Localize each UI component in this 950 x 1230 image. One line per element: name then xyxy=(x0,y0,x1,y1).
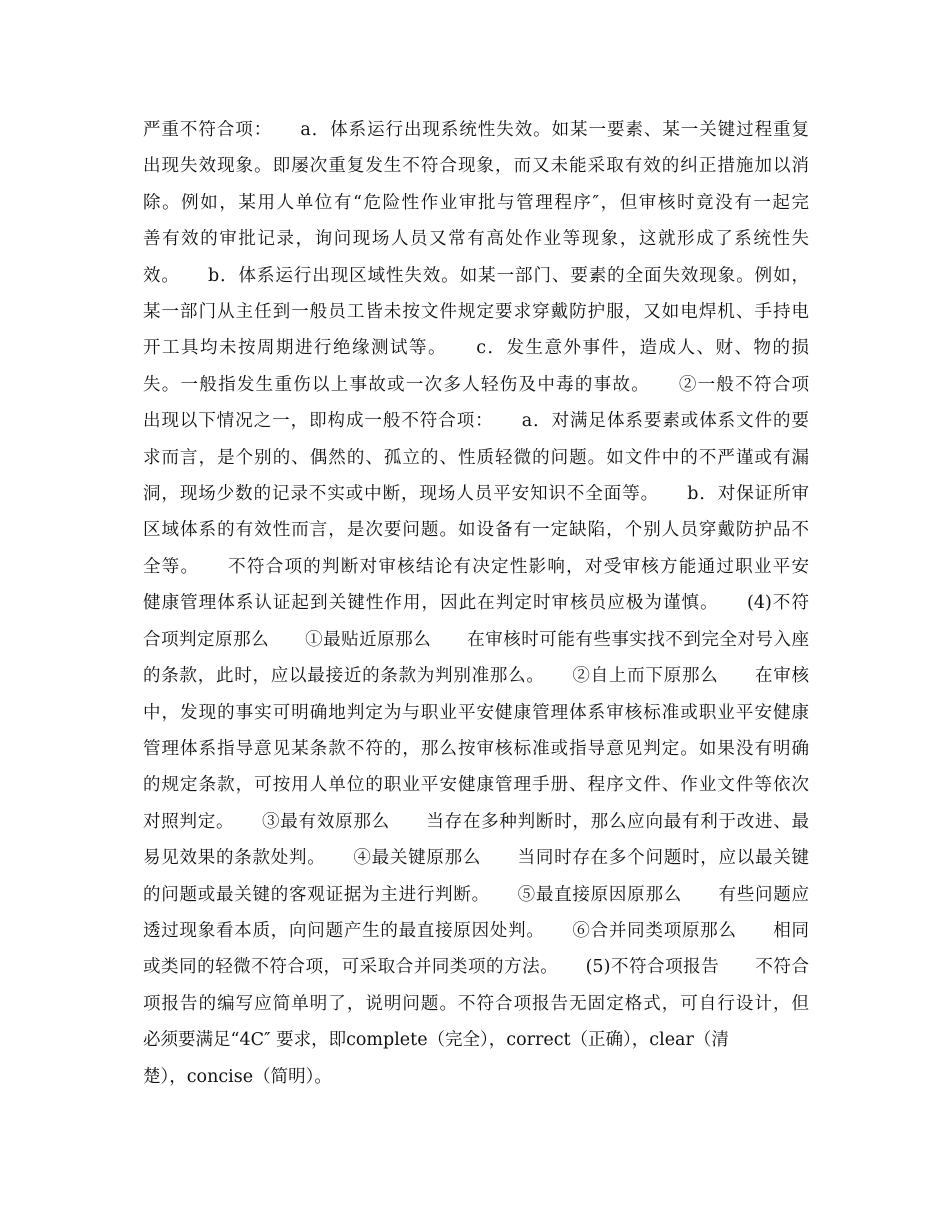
text-line: 健康管理体系认证起到关键性作用，因此在判定时审核员应极为谨慎。 (4)不符 xyxy=(143,593,809,614)
text-line: 易见效果的条款处判。 ④最关键原那么 当同时存在多个问题时，应以最关键 xyxy=(143,848,809,869)
document-body xyxy=(143,112,809,1095)
text-line: 失。一般指发生重伤以上事故或一次多人轻伤及中毒的事故。 ②一般不符合项 xyxy=(143,374,809,395)
text-line: 透过现象看本质，向问题产生的最直接原因处判。 ⑥合并同类项原那么 相同 xyxy=(143,920,809,941)
text-line: 出现失效现象。即屡次重复发生不符合现象，而又未能采取有效的纠正措施加以消 xyxy=(143,156,809,177)
text-line: 严重不符合项： a．体系运行出现系统性失效。如某一要素、某一关键过程重复 xyxy=(143,120,809,140)
text-line: 的问题或最关键的客观证据为主进行判断。 ⑤最直接原因原那么 有些问题应 xyxy=(143,884,809,905)
text-line: 求而言，是个别的、偶然的、孤立的、性质轻微的问题。如文件中的不严谨或有漏 xyxy=(143,447,809,468)
text-line: 善有效的审批记录，询问现场人员又常有高处作业等现象，这就形成了系统性失 xyxy=(143,229,809,250)
text-line-last: 楚），concise（简明）。 xyxy=(143,1066,332,1087)
text-line: 洞，现场少数的记录不实或中断，现场人员平安知识不全面等。 b．对保证所审 xyxy=(143,484,809,505)
text-line: 或类同的轻微不符合项，可采取合并同类项的方法。 (5)不符合项报告 不符合 xyxy=(143,957,809,978)
text-line: 区域体系的有效性而言，是次要问题。如设备有一定缺陷，个别人员穿戴防护品不 xyxy=(143,520,809,541)
text-line: 对照判定。 ③最有效原那么 当存在多种判断时，那么应向最有利于改进、最 xyxy=(143,811,809,832)
text-line: 开工具均未按周期进行绝缘测试等。 c．发生意外事件，造成人、财、物的损 xyxy=(143,338,809,359)
text-line: 全等。 不符合项的判断对审核结论有决定性影响，对受审核方能通过职业平安 xyxy=(143,556,809,577)
text-line: 某一部门从主任到一般员工皆未按文件规定要求穿戴防护服，又如电焊机、手持电 xyxy=(143,302,809,323)
text-line: 的规定条款，可按用人单位的职业平安健康管理手册、程序文件、作业文件等依次 xyxy=(143,775,809,796)
text-line: 的条款，此时，应以最接近的条款为判别准那么。 ②自上而下原那么 在审核 xyxy=(143,666,809,687)
text-line: 效。 b．体系运行出现区域性失效。如某一部门、要素的全面失效现象。例如， xyxy=(143,265,809,286)
text-line: 中，发现的事实可明确地判定为与职业平安健康管理体系审核标准或职业平安健康 xyxy=(143,702,809,723)
text-line: 管理体系指导意见某条款不符的，那么按审核标准或指导意见判定。如果没有明确 xyxy=(143,738,809,759)
text-line: 项报告的编写应简单明了，说明问题。不符合项报告无固定格式，可自行设计，但 xyxy=(143,993,809,1014)
text-line: 出现以下情况之一，即构成一般不符合项： a．对满足体系要素或体系文件的要 xyxy=(143,411,809,432)
text-line: 合项判定原那么 ①最贴近原那么 在审核时可能有些事实找不到完全对号入座 xyxy=(143,629,809,650)
text-line: 除。例如，某用人单位有“危险性作业审批与管理程序″，但审核时竟没有一起完 xyxy=(143,192,809,213)
text-line: 必须要满足“4C″ 要求，即complete（完全），correct（正确），clear（清 xyxy=(143,1030,729,1051)
